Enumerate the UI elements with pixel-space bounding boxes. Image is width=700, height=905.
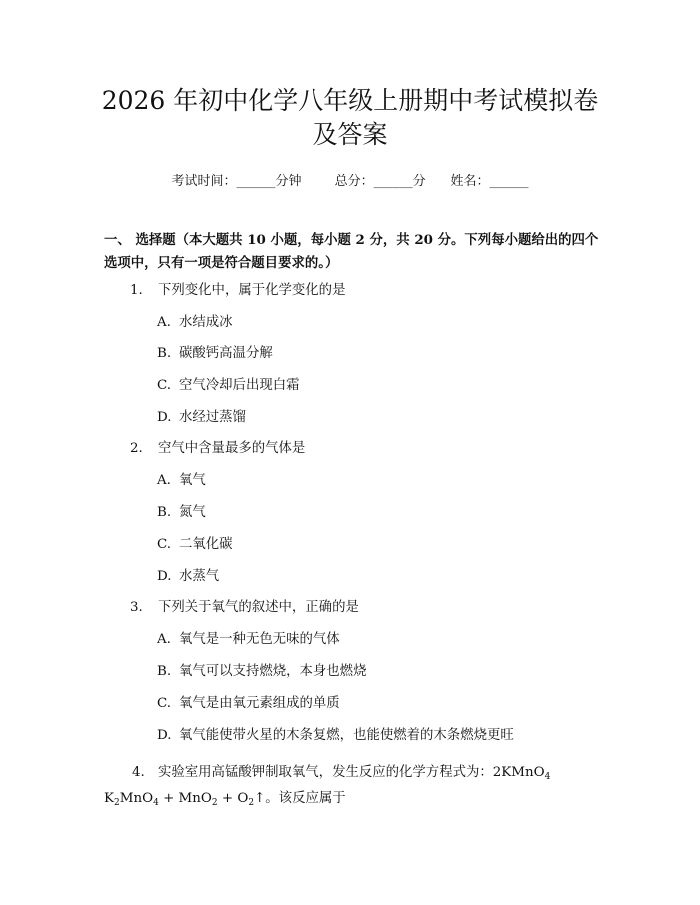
question-stem: 实验室用高锰酸钾制取氧气，发生反应的化学方程式为： bbox=[158, 765, 493, 780]
title-line-2: 及答案 bbox=[312, 120, 388, 149]
question-3-option-b bbox=[157, 662, 366, 682]
question-4 bbox=[104, 762, 594, 814]
question-1-option-a bbox=[157, 313, 233, 333]
option-letter: A. bbox=[157, 632, 171, 647]
score-blank: ______ bbox=[373, 174, 413, 189]
option-text: 氧气可以支持燃烧，本身也燃烧 bbox=[179, 664, 367, 679]
question-stem: 空气中含量最多的气体是 bbox=[158, 441, 306, 456]
option-letter: D. bbox=[157, 410, 172, 425]
section-heading: 一、 选择题（本大题共 10 小题，每小题 2 分，共 20 分。下列每小题给出的四个选项中，只有一项是符合题目要求的。） bbox=[104, 232, 599, 271]
question-1-option-b bbox=[157, 344, 273, 364]
time-unit: 分钟 bbox=[275, 174, 302, 189]
question-2-option-d bbox=[157, 567, 219, 587]
equation-product: K bbox=[104, 791, 115, 806]
option-letter: C. bbox=[157, 378, 172, 393]
equation-plus: + bbox=[158, 791, 179, 806]
question-number: 4. bbox=[132, 765, 145, 780]
option-text: 水经过蒸馏 bbox=[179, 410, 246, 425]
option-text: 水结成冰 bbox=[179, 315, 233, 330]
option-letter: C. bbox=[157, 537, 172, 552]
question-1-option-c bbox=[157, 376, 300, 396]
gas-arrow: ↑ bbox=[254, 791, 266, 806]
option-text: 空气冷却后出现白霜 bbox=[179, 378, 300, 393]
option-text: 氧气是一种无色无味的气体 bbox=[179, 632, 340, 647]
question-3-option-d bbox=[157, 726, 514, 746]
equation-product: MnO bbox=[178, 791, 212, 806]
option-text: 碳酸钙高温分解 bbox=[179, 346, 273, 361]
question-1 bbox=[130, 281, 345, 301]
name-blank: ______ bbox=[489, 174, 529, 189]
question-stem: 下列关于氧气的叙述中，正确的是 bbox=[158, 600, 359, 615]
question-1-option-d bbox=[157, 408, 246, 428]
exam-meta bbox=[0, 170, 700, 189]
option-text: 水蒸气 bbox=[179, 569, 220, 584]
option-letter: D. bbox=[157, 569, 172, 584]
time-label: 考试时间： bbox=[171, 174, 237, 189]
equation-product: MnO bbox=[119, 791, 154, 806]
question-stem: 下列变化中，属于化学变化的是 bbox=[158, 283, 346, 298]
option-letter: A. bbox=[157, 315, 171, 330]
exam-title bbox=[70, 84, 630, 152]
option-letter: D. bbox=[157, 728, 172, 743]
question-2 bbox=[130, 439, 305, 459]
option-text: 氧气 bbox=[179, 473, 206, 488]
time-blank: ______ bbox=[236, 174, 276, 189]
option-letter: A. bbox=[157, 473, 171, 488]
option-text: 氧气是由氧元素组成的单质 bbox=[179, 696, 340, 711]
option-letter: B. bbox=[157, 664, 172, 679]
option-text: 氧气能使带火星的木条复燃，也能使燃着的木条燃烧更旺 bbox=[179, 728, 514, 743]
question-3-option-a bbox=[157, 630, 340, 650]
equation-subscript: 2 bbox=[211, 798, 218, 808]
option-text: 氮气 bbox=[179, 505, 206, 520]
equation-subscript: 2 bbox=[248, 798, 255, 808]
equation-product: O bbox=[237, 791, 249, 806]
name-label: 姓名： bbox=[450, 174, 490, 189]
equation-plus: + bbox=[217, 791, 238, 806]
question-3-option-c bbox=[157, 694, 340, 714]
question-number: 2. bbox=[130, 441, 143, 456]
question-number: 1. bbox=[130, 283, 143, 298]
question-3 bbox=[130, 598, 359, 618]
equation-subscript: 4 bbox=[153, 798, 159, 808]
equation-subscript: 2 bbox=[114, 798, 120, 808]
title-line-1: 2026 年初中化学八年级上册期中考试模拟卷 bbox=[101, 86, 599, 115]
question-2-option-b bbox=[157, 503, 206, 523]
question-2-option-c bbox=[157, 535, 233, 555]
option-letter: C. bbox=[157, 696, 172, 711]
option-letter: B. bbox=[157, 505, 172, 520]
option-letter: B. bbox=[157, 346, 172, 361]
score-unit: 分 bbox=[412, 174, 426, 189]
option-text: 二氧化碳 bbox=[179, 537, 233, 552]
equation-subscript: 4 bbox=[544, 772, 551, 782]
question-2-option-a bbox=[157, 471, 206, 491]
equation-reactant: 2KMnO bbox=[492, 765, 545, 780]
score-label: 总分： bbox=[334, 174, 374, 189]
question-number: 3. bbox=[130, 600, 143, 615]
question-stem-suffix: 。该反应属于 bbox=[265, 791, 346, 806]
